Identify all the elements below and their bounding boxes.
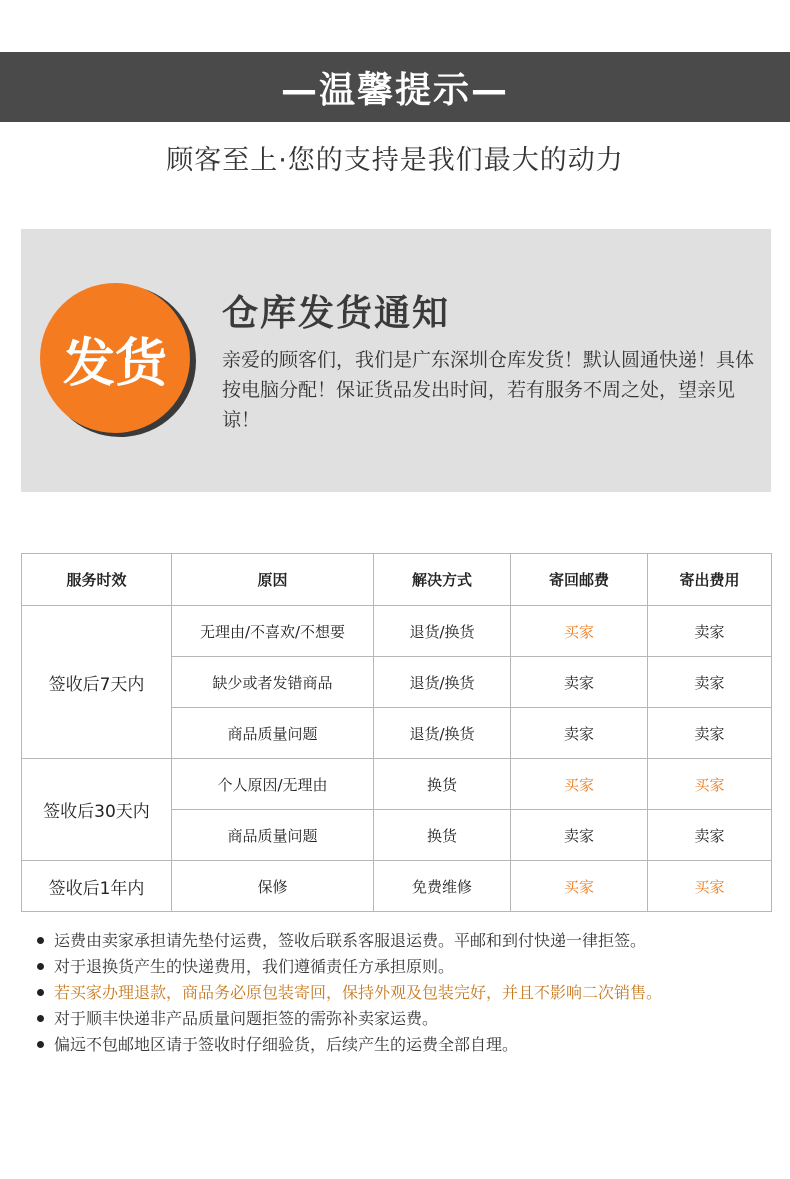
note-item: 运费由卖家承担请先垫付运费，签收后联系客服退运费。平邮和到付快递一律拒签。 <box>36 928 776 954</box>
ship-fee-cell: 卖家 <box>648 810 772 861</box>
header-reason: 原因 <box>172 554 374 606</box>
notice-title: 仓库发货通知 <box>222 293 451 334</box>
reason-cell: 个人原因/无理由 <box>172 759 374 810</box>
return-fee-cell: 卖家 <box>511 708 648 759</box>
header-return-fee: 寄回邮费 <box>511 554 648 606</box>
return-fee-cell: 卖家 <box>511 657 648 708</box>
notes-list <box>36 928 776 1058</box>
return-fee-cell: 买家 <box>511 606 648 657</box>
ship-fee-cell: 买家 <box>648 759 772 810</box>
ship-fee-cell: 卖家 <box>648 657 772 708</box>
return-fee-cell: 买家 <box>511 759 648 810</box>
period-cell: 签收后1年内 <box>22 861 172 912</box>
header-banner <box>0 52 790 122</box>
badge-label: 发货 <box>62 333 167 394</box>
reason-cell: 无理由/不喜欢/不想要 <box>172 606 374 657</box>
solution-cell: 退货/换货 <box>374 657 511 708</box>
solution-cell: 换货 <box>374 810 511 861</box>
ship-fee-cell: 卖家 <box>648 606 772 657</box>
reason-cell: 商品质量问题 <box>172 708 374 759</box>
reason-cell: 保修 <box>172 861 374 912</box>
table-row <box>22 861 772 912</box>
table-row <box>22 759 772 810</box>
solution-cell: 免费维修 <box>374 861 511 912</box>
ship-fee-cell: 卖家 <box>648 708 772 759</box>
ship-fee-cell: 买家 <box>648 861 772 912</box>
notice-body: 亲爱的顾客们，我们是广东深圳仓库发货！默认圆通快递！具体按电脑分配！保证货品发出时间，若有服务不周之处，望亲见谅！ <box>222 349 755 431</box>
period-cell: 签收后7天内 <box>22 606 172 759</box>
solution-cell: 退货/换货 <box>374 708 511 759</box>
period-cell: 签收后30天内 <box>22 759 172 861</box>
return-policy-table <box>21 553 772 912</box>
solution-cell: 退货/换货 <box>374 606 511 657</box>
shipping-badge <box>40 283 190 433</box>
table-row <box>22 606 772 657</box>
note-item: 对于顺丰快递非产品质量问题拒签的需弥补卖家运费。 <box>36 1006 776 1032</box>
return-fee-cell: 买家 <box>511 861 648 912</box>
header-solution: 解决方式 <box>374 554 511 606</box>
return-fee-cell: 卖家 <box>511 810 648 861</box>
tagline: 顾客至上·您的支持是我们最大的动力 <box>166 145 624 176</box>
solution-cell: 换货 <box>374 759 511 810</box>
header-ship-fee: 寄出费用 <box>648 554 772 606</box>
note-item-highlight: 若买家办理退款，商品务必原包装寄回，保持外观及包装完好，并且不影响二次销售。 <box>36 980 776 1006</box>
reason-cell: 缺少或者发错商品 <box>172 657 374 708</box>
banner-title: —温馨提示— <box>280 69 509 111</box>
table-header-row <box>22 554 772 606</box>
note-item: 对于退换货产生的快递费用，我们遵循责任方承担原则。 <box>36 954 776 980</box>
header-period: 服务时效 <box>22 554 172 606</box>
reason-cell: 商品质量问题 <box>172 810 374 861</box>
note-item: 偏远不包邮地区请于签收时仔细验货，后续产生的运费全部自理。 <box>36 1032 776 1058</box>
